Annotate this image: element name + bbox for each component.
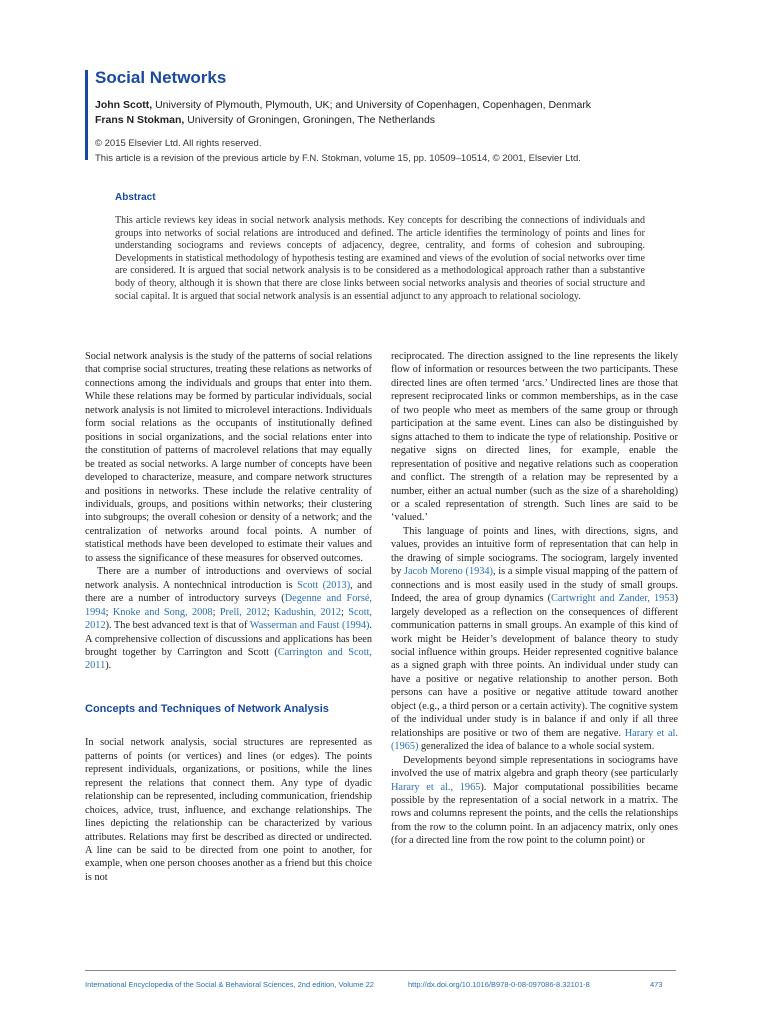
author-line-2 (95, 113, 591, 128)
body-paragraph: reciprocated. The direction assigned to the line represents the likely flow of information or resources between the two participants. These directed lines are often termed ‘arcs.’ Undirected lines are those that represent reciprocated links or common memberships, as in the case of two people who meet as members of the same group or through participation at the same event. Lines can also be distinguished by signs attached to them to indicate the type of relationship. Positive or negative signs on directed lines, for example, enable the representation of positive and negative relations such as cooperation and conflict. The strength of a relation may be represented by a number, either an actual number (such as the size of a shareholding) or a scaled representation of strength. Such lines are said to be ‘valued.’ (391, 351, 678, 524)
author-affiliation: University of Plymouth, Plymouth, UK; and University of Copenhagen, Copenhagen, Denmark (152, 99, 592, 111)
text-run: ; (105, 606, 113, 618)
text-run: ; (266, 606, 275, 618)
text-run: ). (105, 660, 112, 672)
footer-doi-link[interactable]: http://dx.doi.org/10.1016/B978-0-08-097086-8.32101-8 (408, 980, 590, 989)
text-run: ; (341, 606, 349, 618)
text-run: ) largely developed as a reflection on the consequences of different communication patterns in small groups. An example of this kind of work might be Heider’s development of balance theory to study social influence within groups. Heider represented cognitive balance as a signed graph with three points. An individual under study can have a positive or negative relationship to another person. Both persons can have a positive or negative attitude toward another object (e.g., a third person or a certain activity). The cognitive system of the individual under study is in balance if and only if all three relationships are positive or two of them are negative. (391, 593, 678, 739)
author-line-1 (95, 98, 591, 113)
citation-link[interactable]: Wasserman and Faust (1994) (249, 620, 370, 632)
citation-link[interactable]: Scott (2013) (297, 579, 351, 591)
text-run: This language of points and lines, with directions, signs, and values, provides an intuitive form of representation that can help in the drawing of simple sociograms. The sociogram, largely invented by (391, 525, 678, 578)
footer-source: International Encyclopedia of the Social & Behavioral Sciences, 2nd edition, Volume 22 (85, 980, 374, 989)
body-paragraph: Social network analysis is the study of the patterns of social relations that comprise social structures, treating these relations as networks of connections among the individuals and groups that enter into them. While these relations may be formed by particular individuals, social network analysis is not limited to microlevel interactions. Individuals form social relations as the occupants of institutionally defined positions in social organizations, and the social relations enter into the constitution of patterns of macrolevel relations that may equally be treated as social networks. A large number of concepts have been developed to characterize, measure, and compare network structures and positions in networks. These include the relative centrality of individuals, groups, and positions within networks; their clustering into subgroups; the overall cohesion or density of a network; and the centralization of networks around focal points. A number of statistical methods have been developed to estimate their values and to assess the significance of these measures for observed outcomes. (85, 351, 372, 564)
text-run: generalized the idea of balance to a whole social system. (418, 741, 655, 753)
author-affiliation: University of Groningen, Groningen, The Netherlands (184, 114, 436, 126)
author-name: Frans N Stokman, (95, 114, 185, 126)
citation-link[interactable]: Kadushin, 2012 (274, 606, 342, 618)
text-run: ). Major computational possibilities became possible by the representation of a social network in a matrix. The rows and columns represent the points, and the cells the relationships from the row to the column point. In an adjacency matrix, only ones (for a directed line from the row point to the column point) or (391, 781, 678, 847)
citation-link[interactable]: Harary et al. (1965) (391, 727, 678, 753)
abstract-section (115, 192, 645, 303)
page-number: 473 (650, 980, 663, 989)
body-paragraph (391, 754, 678, 848)
abstract-text: This article reviews key ideas in social network analysis methods. Key concepts for describing the connections of individuals and groups into networks of social relations are introduced and defined. The article identifies the terminology of points and lines for understanding sociograms and reviews concepts of adjacency, degree, centrality, and forms of cohesion and subrouping. Developments in statistical methodology of hypothesis testing are examined and views of the evolution of social networks over time are considered. It is argued that social network analysis is to be considered as a methodological approach rather than a substantive body of theory, although it is shown that there are close links between social networks analysis and theories of social structure and social capital. It is argued that social network analysis is an essential adjunct to any approach to relational sociology. (115, 215, 645, 302)
footer-divider (85, 970, 676, 971)
author-block (95, 98, 591, 128)
text-run: , and there are a number of introductory surveys ( (85, 579, 372, 605)
citation-link[interactable]: Cartwright and Zander, 1953 (551, 593, 675, 605)
citation-link[interactable]: Prell, 2012 (219, 606, 267, 618)
abstract-heading: Abstract (115, 192, 156, 203)
body-paragraph (85, 565, 372, 673)
body-paragraph: In social network analysis, social structures are represented as patterns of points (or vertices) and lines (or edges). The points represent individuals, organizations, or positions, while the lines represent the relations that connect them. Any type of dyadic relationship can be represented, including communication, friendship choices, advice, trust, influence, and exchange relationships. The lines depicting the relationship can be characterized by various attributes. Relations may first be described as directed or undirected. A line can be said to be directed from one point to another, for example, when one person chooses another as a friend but this choice is not (85, 737, 372, 883)
text-run: Developments beyond simple representations in sociograms have involved the use of matrix algebra and graph theory (see particularly (391, 754, 678, 780)
title-accent-bar (85, 70, 88, 160)
citation-link[interactable]: Jacob Moreno (1934) (404, 566, 493, 578)
citation-link[interactable]: Scott, 2012 (85, 606, 373, 632)
copyright-block (95, 136, 581, 166)
body-column-left (85, 350, 372, 884)
citation-link[interactable]: Degenne and Forsé, 1994 (85, 593, 372, 618)
body-column-right (391, 350, 678, 848)
text-run: ; (212, 606, 220, 618)
revision-note: This article is a revision of the previous article by F.N. Stokman, volume 15, pp. 10509–10514, © 2001, Elsevier Ltd. (95, 153, 581, 164)
copyright-line: © 2015 Elsevier Ltd. All rights reserved. (95, 138, 262, 149)
author-name: John Scott, (95, 99, 153, 111)
text-run: , is a simple visual mapping of the pattern of connections and is most easily used in the study of small groups. Indeed, the area of group dynamics ( (391, 566, 678, 605)
text-run: ). The best advanced text is that of (105, 620, 250, 632)
text-run: . A comprehensive collection of discussions and applications has been brought together by Carrington and Scott ( (85, 620, 372, 658)
citation-link[interactable]: Harary et al., 1965 (391, 781, 481, 793)
section-heading: Concepts and Techniques of Network Analysis (85, 702, 329, 715)
text-run: There are a number of introductions and overviews of social network analysis. A nontechnical introduction is (85, 566, 372, 591)
article-title: Social Networks (95, 68, 227, 87)
body-paragraph (391, 525, 678, 754)
citation-link[interactable]: Carrington and Scott, 2011 (85, 646, 372, 672)
citation-link[interactable]: Knoke and Song, 2008 (112, 606, 213, 618)
